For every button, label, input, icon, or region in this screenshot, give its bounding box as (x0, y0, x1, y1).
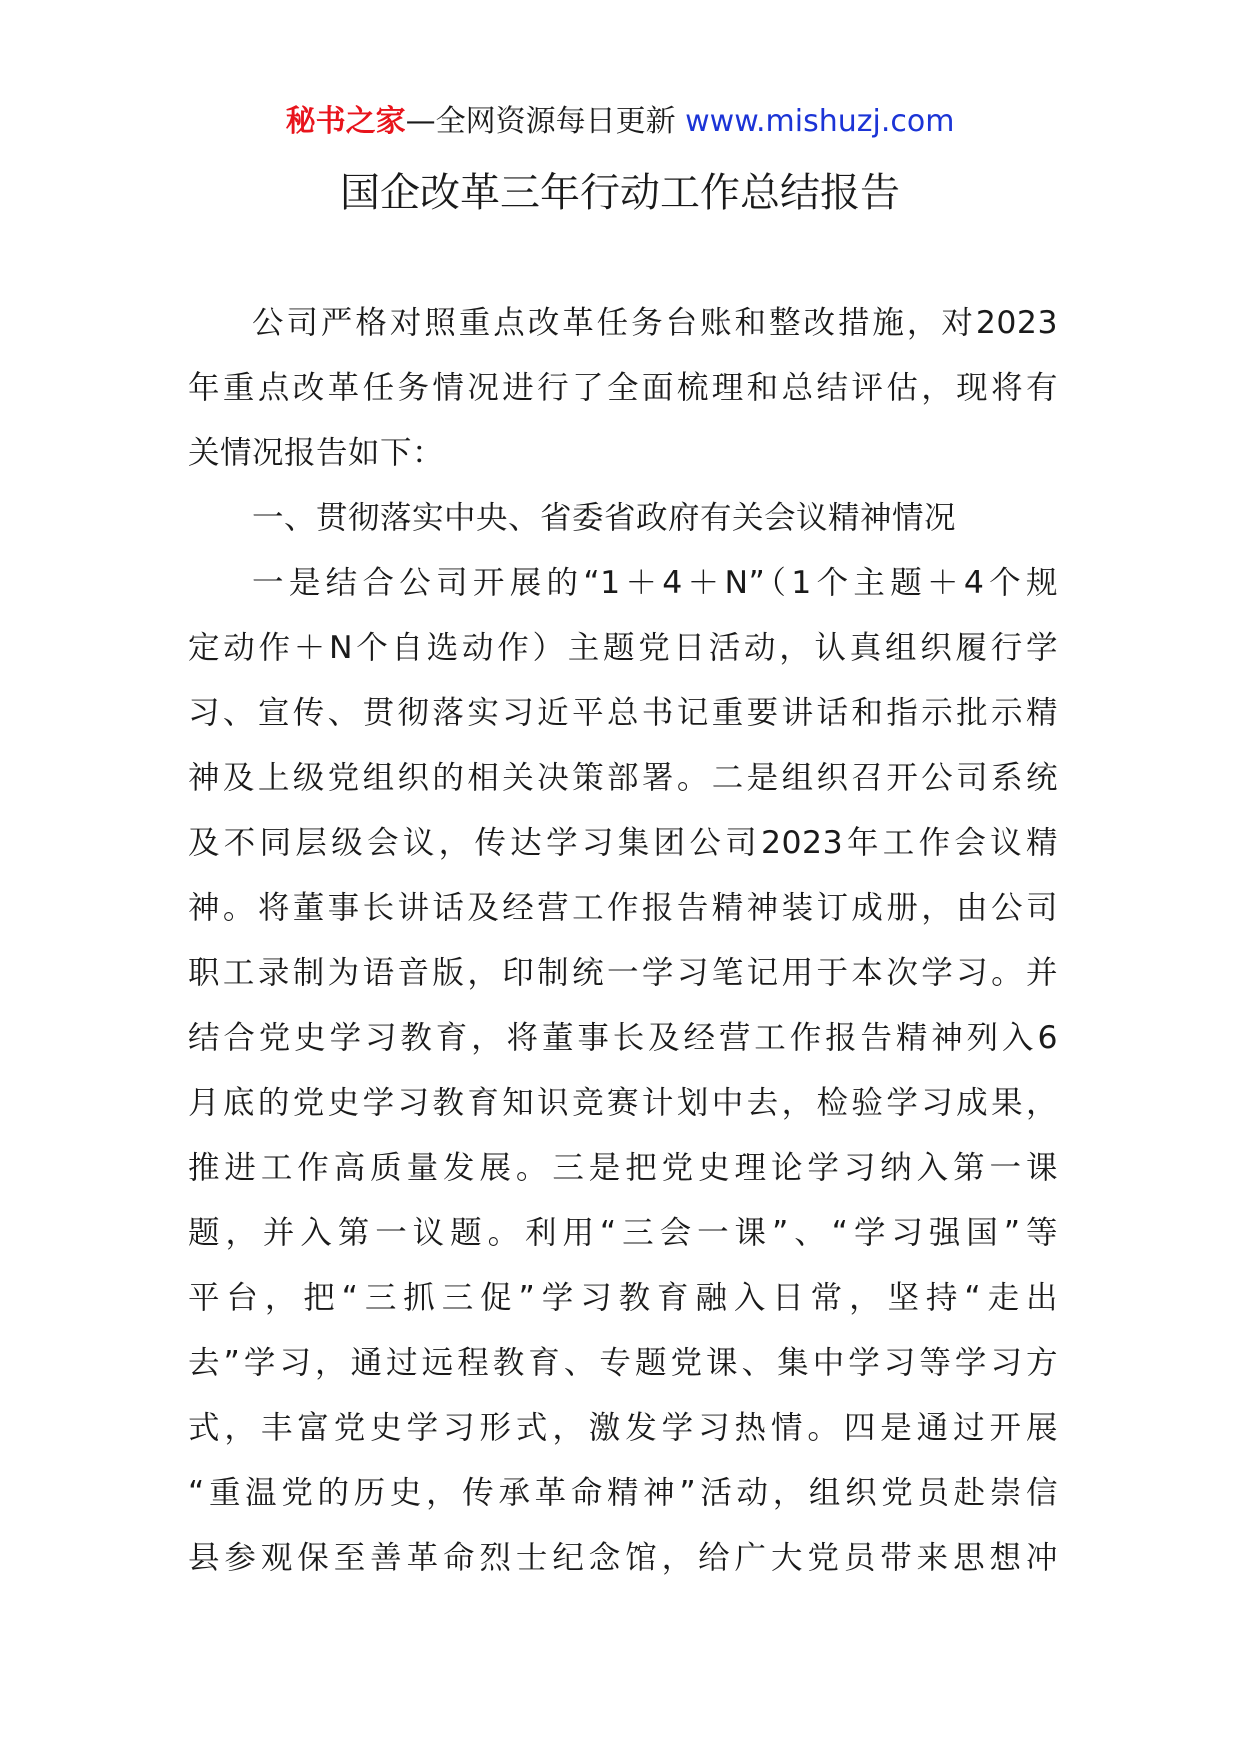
brand-tagline: —全网资源每日更新 (405, 104, 676, 139)
paragraph-line: 结合党史学习教育，将董事长及经营工作报告精神列入6 (188, 1020, 1058, 1056)
paragraph-line: 一、贯彻落实中央、省委省政府有关会议精神情况 (252, 500, 957, 536)
paragraph-line: 神及上级党组织的相关决策部署。二是组织召开公司系统 (188, 760, 1058, 796)
document-title: 国企改革三年行动工作总结报告 (340, 170, 900, 216)
paragraph-line: 推进工作高质量发展。三是把党史理论学习纳入第一课 (188, 1150, 1058, 1186)
paragraph-line: 关情况报告如下： (188, 435, 445, 471)
website-link[interactable]: www.mishuzj.com (685, 104, 955, 139)
paragraph-line: 题，并入第一议题。利用“三会一课”、“学习强国”等 (188, 1215, 1058, 1251)
paragraph-line: 神。将董事长讲话及经营工作报告精神装订成册，由公司 (188, 890, 1058, 926)
paragraph-line: 去”学习，通过远程教育、专题党课、集中学习等学习方 (188, 1345, 1058, 1381)
paragraph-line: 式，丰富党史学习形式，激发学习热情。四是通过开展 (188, 1410, 1058, 1446)
paragraph-line: 月底的党史学习教育知识竞赛计划中去，检验学习成果， (188, 1085, 1058, 1121)
paragraph-line: 定动作＋N个自选动作）主题党日活动，认真组织履行学 (188, 630, 1058, 666)
paragraph-line: 公司严格对照重点改革任务台账和整改措施，对2023 (252, 305, 1058, 341)
brand-name: 秘书之家 (285, 104, 406, 139)
paragraph-line: 平台，把“三抓三促”学习教育融入日常，坚持“走出 (188, 1280, 1058, 1316)
document-body (188, 291, 1058, 1591)
paragraph-line: 一是结合公司开展的“1＋4＋N”（1个主题＋4个规 (252, 565, 1058, 601)
paragraph-line: 县参观保至善革命烈士纪念馆，给广大党员带来思想冲 (188, 1540, 1058, 1576)
paragraph-line: 习、宣传、贯彻落实习近平总书记重要讲话和指示批示精 (188, 695, 1058, 731)
paragraph-line: 及不同层级会议，传达学习集团公司2023年工作会议精 (188, 825, 1058, 861)
watermark-header (0, 102, 1240, 142)
paragraph-line: 年重点改革任务情况进行了全面梳理和总结评估，现将有 (188, 370, 1058, 406)
paragraph-line: 职工录制为语音版，印制统一学习笔记用于本次学习。并 (188, 955, 1058, 991)
paragraph-line: “重温党的历史，传承革命精神”活动，组织党员赴崇信 (188, 1475, 1058, 1511)
